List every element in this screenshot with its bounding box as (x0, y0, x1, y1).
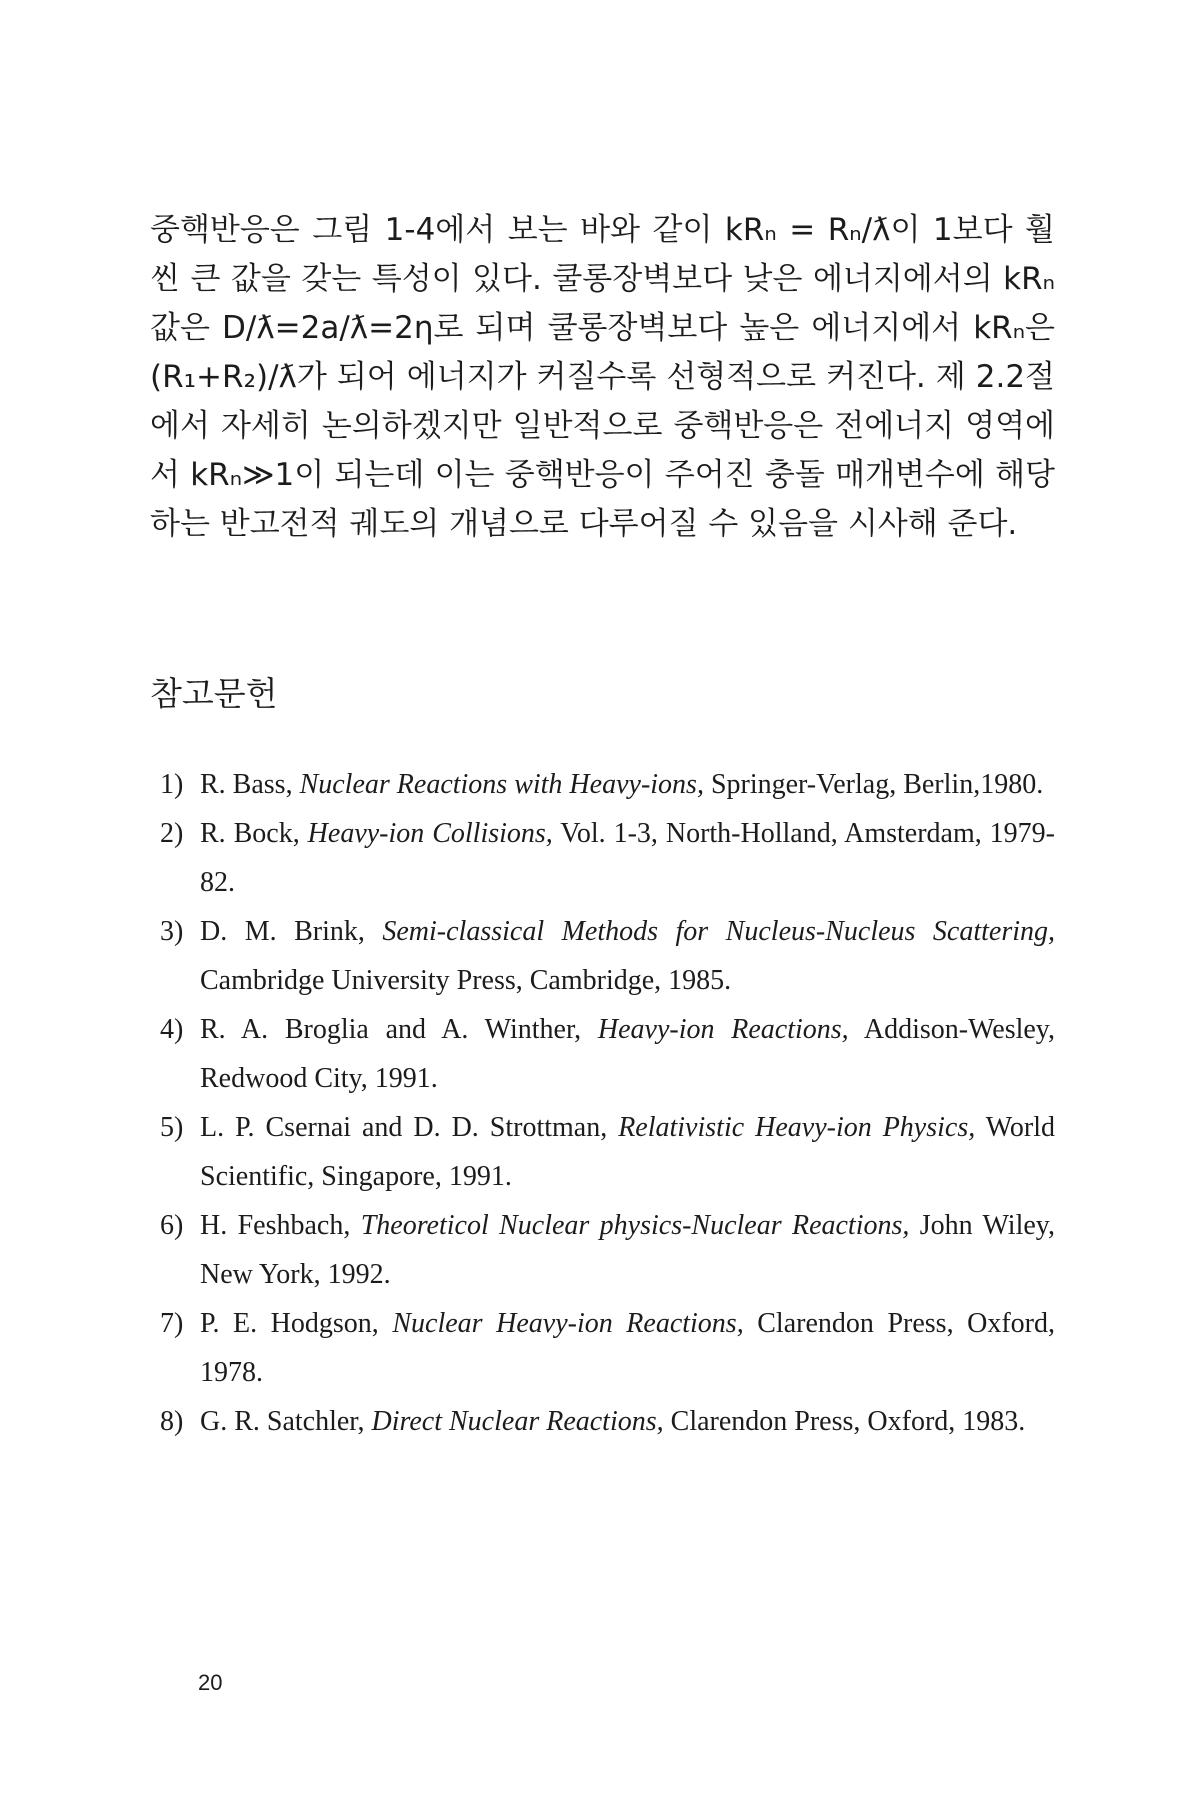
reference-title: Semi-classical Methods for Nucleus-Nucleus Scattering, (382, 916, 1056, 947)
reference-authors: H. Feshbach, (200, 1210, 361, 1241)
reference-publisher: Vol. 1-3, North-Holland, Amsterdam, 1979-82. (200, 818, 1055, 898)
reference-number: 7) (160, 1308, 184, 1339)
reference-number: 2) (160, 818, 184, 849)
reference-authors: L. P. Csernai and D. D. Strottman, (200, 1112, 619, 1143)
reference-authors: D. M. Brink, (200, 916, 383, 947)
reference-number: 3) (160, 916, 184, 947)
reference-item (160, 809, 1055, 907)
references-list (160, 760, 1055, 1446)
reference-title: Nuclear Reactions with Heavy-ions, (299, 769, 704, 800)
reference-item (160, 1201, 1055, 1299)
reference-publisher: John Wiley, New York, 1992. (200, 1210, 1055, 1290)
reference-publisher: Clarendon Press, Oxford, 1978. (200, 1308, 1055, 1388)
body-paragraph: 중핵반응은 그림 1-4에서 보는 바와 같이 kRₙ = Rₙ/ƛ이 1보다 훨씬 큰 값을 갖는 특성이 있다. 쿨롱장벽보다 낮은 에너지에서의 kRₙ값은 D/ƛ=2a/ƛ=2η로 되며 쿨롱장벽보다 높은 에너지에서 kRₙ은 (R₁+R₂)/ƛ가 되어 에너지가 커질수록 선형적으로 커진다. 제 2.2절에서 자세히 논의하겠지만 일반적으로 중핵반응은 전에너지 영역에서 kRₙ≫1이 되는데 이는 중핵반응이 주어진 충돌 매개변수에 해당하는 반고전적 궤도의 개념으로 다루어질 수 있음을 시사해 준다. (150, 212, 1055, 542)
reference-item (160, 1005, 1055, 1103)
reference-authors: R. Bock, (200, 818, 308, 849)
reference-publisher: Cambridge University Press, Cambridge, 1985. (200, 965, 732, 996)
reference-authors: R. Bass, (200, 769, 300, 800)
reference-title: Theoreticol Nuclear physics-Nuclear Reactions, (360, 1210, 910, 1241)
reference-title: Relativistic Heavy-ion Physics, (618, 1112, 976, 1143)
reference-number: 4) (160, 1014, 184, 1045)
reference-item (160, 907, 1055, 1005)
reference-title: Heavy-ion Reactions, (597, 1014, 849, 1045)
reference-publisher: Clarendon Press, Oxford, 1983. (663, 1406, 1026, 1437)
reference-title: Direct Nuclear Reactions, (371, 1406, 664, 1437)
references-heading: 참고문헌 (150, 674, 278, 713)
reference-publisher: World Scientific, Singapore, 1991. (200, 1112, 1055, 1192)
reference-item (160, 1103, 1055, 1201)
reference-number: 8) (160, 1406, 184, 1437)
reference-title: Heavy-ion Collisions, (307, 818, 553, 849)
reference-item (160, 1299, 1055, 1397)
reference-number: 1) (160, 769, 184, 800)
reference-number: 6) (160, 1210, 184, 1241)
reference-publisher: Springer-Verlag, Berlin,1980. (703, 769, 1044, 800)
reference-item (160, 1397, 1055, 1446)
reference-publisher: Addison-Wesley, Redwood City, 1991. (200, 1014, 1055, 1094)
reference-authors: G. R. Satchler, (200, 1406, 372, 1437)
page-number: 20 (198, 1670, 223, 1695)
reference-authors: R. A. Broglia and A. Winther, (200, 1014, 598, 1045)
reference-authors: P. E. Hodgson, (200, 1308, 393, 1339)
reference-item (160, 760, 1055, 809)
reference-number: 5) (160, 1112, 184, 1143)
reference-title: Nuclear Heavy-ion Reactions, (392, 1308, 744, 1339)
